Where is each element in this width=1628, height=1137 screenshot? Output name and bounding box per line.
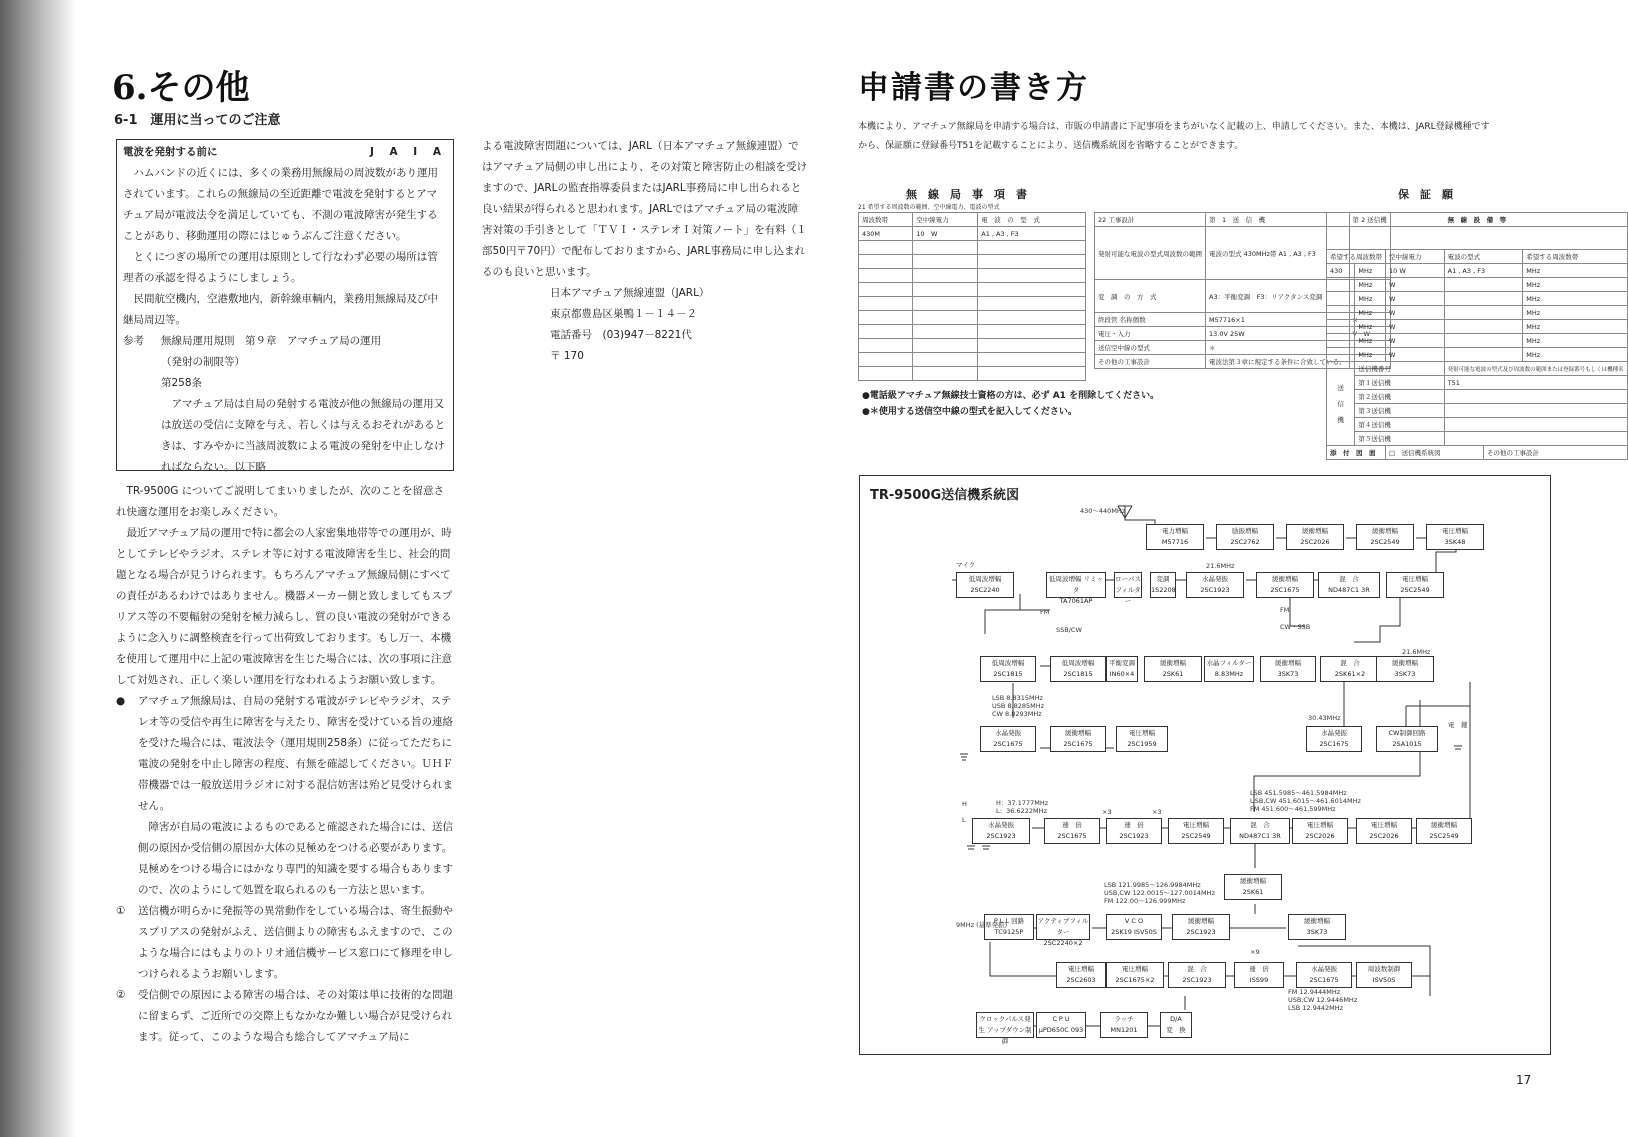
diagram-block [976, 1012, 1034, 1045]
form2-cell: 13.0V 25W [1206, 327, 1350, 341]
diagram-block [1356, 962, 1412, 988]
form3-col: 電波の型式 [1444, 250, 1523, 264]
diagram-block [1286, 524, 1344, 550]
block-function: 緩衝増幅 [1302, 527, 1328, 535]
block-function: 電圧増幅 [1122, 965, 1148, 973]
notice-paragraph: 民間航空機内，空港敷地内，新幹線車輌内，業務用無線局及び中継局周辺等。 [123, 293, 438, 326]
book-spine-shadow [0, 0, 76, 1137]
form2-cell: 変 調 の 方 式 [1095, 280, 1206, 313]
diagram-block [1106, 962, 1164, 988]
numbered-paragraph: 送信機が明らかに発振等の異常動作をしている場合は、寄生振動やスプリアスの発射がふえ、送信側よりの障害もふえますので、このような場合にはもよりのトリオ通信機サービス窓口にて修理を申しつけられるようお願いします。 [138, 905, 453, 980]
diagram-block [1106, 818, 1162, 844]
diagram-label: ×3 [1102, 808, 1112, 816]
form3-col: 希望する周波数帯 [1523, 250, 1627, 264]
block-part: TA7061AP [1059, 597, 1093, 605]
address-line: 〒 170 [550, 350, 584, 362]
block-part: 2SK61×2 [1334, 670, 1366, 678]
diagram-label: H [962, 800, 967, 808]
block-part: 2SC2240 [970, 586, 1000, 594]
diagram-block [1114, 572, 1142, 605]
block-part: 2SC1675 [1063, 740, 1093, 748]
block-function: 電圧増幅 [1371, 821, 1397, 829]
section-subtitle: 6-1 運用に当ってのご注意 [114, 113, 281, 128]
diagram-label: FM [1280, 606, 1290, 614]
block-function: 混 合 [1250, 821, 1270, 829]
body-paragraph: 最近アマチュア局の運用で特に都会の人家密集地帯等での運用が、時としてテレビやラジオ、ステレオ等に対する電波障害を生じ、社会的問題となる場合が見うけられます。もちろんアマチュア無線局側にすべての責任があるわけではありません。機器メーカー側と致しましてもスプリアス等の不要輻射の発射を極力減らし、質の良い電波の発射ができるように念入りに調整検査を行って出荷致しております。もし万一、本機を使用して運用中に上記の電波障害を生じた場合には、次の事項に注意して対処され、正しく楽しい運用を行なわれるようお願い致します。 [116, 527, 453, 686]
block-part: 2SC2026 [1369, 832, 1399, 840]
block-part: 2SC2026 [1305, 832, 1335, 840]
diagram-block [1376, 726, 1438, 752]
block-part: 2SC2240×2 [1043, 939, 1083, 947]
mic-label: マイク [956, 561, 976, 569]
form2-header: 22 工事設計 [1095, 213, 1206, 227]
diagram-block [1256, 572, 1314, 598]
diagram-block [1260, 656, 1316, 682]
diagram-block [1116, 726, 1168, 752]
form2-cell: × [1349, 313, 1390, 327]
numbered-paragraph: 受信側での原因による障害の場合は、その対策は単に技術的な問題に留まらず、ご近所での交際上もなかなか難しい場合が見受けられます。従って、このような場合も総合してアマチュア局に [138, 989, 453, 1043]
diagram-block [1296, 962, 1352, 988]
block-part: 8.83MHz [1214, 670, 1244, 678]
diagram-label: LSB 8.8315MHz [992, 694, 1043, 702]
left-body [116, 481, 454, 1048]
block-function: 電圧増幅 [1068, 965, 1094, 973]
block-function: 周波数制御 [1367, 965, 1401, 973]
block-function: 緩衝増幅 [1160, 659, 1186, 667]
diagram-label: FM 122.00～126.999MHz [1104, 897, 1186, 905]
block-part: ND487C1 3R [1328, 586, 1370, 594]
address-line: 東京都豊島区巣鴨１－１４－２ [550, 308, 697, 320]
block-part: 2SC1923 [1200, 586, 1230, 594]
form3-tx-label: 送信機番号 [1355, 362, 1444, 376]
block-part: 2SC1815 [1063, 670, 1093, 678]
form2-header: 第 2 送信機 [1349, 213, 1390, 227]
block-part: 2SC2603 [1066, 976, 1096, 984]
reference-line: 無線局運用規則 第９章 アマチュア局の運用 [161, 335, 382, 347]
item-number: ① [116, 905, 126, 917]
block-function: 水晶発振 [1321, 729, 1347, 737]
block-part: 2SC1815 [993, 670, 1023, 678]
block-part: 2SK61 [1162, 670, 1184, 678]
diagram-block [1426, 524, 1484, 550]
diagram-block [1144, 656, 1202, 682]
diagram-block [1216, 524, 1274, 550]
block-function: 緩衝増幅 [1240, 877, 1266, 885]
form1-header: 電 波 の 型 式 [978, 213, 1086, 227]
diagram-label: ×3 [1152, 808, 1162, 816]
diagram-block [980, 656, 1036, 682]
diagram-block [1168, 818, 1224, 844]
diagram-block [1050, 656, 1106, 682]
diagram-label: 9MHz (基準発振) [956, 921, 1008, 929]
form1-cell: 430M [859, 227, 913, 241]
diagram-label: L：36.6222MHz [996, 807, 1047, 815]
reference-quote: アマチュア局は自局の発射する電波が他の無線局の運用又は放送の受信に支障を与え、若しくは与えるおそれがあるときは、すみやかに当該周波数による電波の発射を中止しなければならない。以下略 [161, 398, 446, 473]
block-part: 1S2208 [1151, 586, 1176, 594]
diagram-block [1356, 524, 1414, 550]
diagram-label: ×9 [1250, 948, 1260, 956]
diagram-block [1204, 656, 1254, 682]
form2-cell: A3：平衡変調 F3：リアクタンス変調 [1206, 280, 1350, 313]
diagram-block [1036, 914, 1090, 947]
diagram-label: 21.6MHz [1206, 562, 1235, 570]
form2-header: 第 1 送 信 機 [1206, 213, 1350, 227]
diagram-label: LSB 451.5985～461.5984MHz [1250, 789, 1347, 797]
form1-cell: A1 , A3 , F3 [978, 227, 1086, 241]
block-function: 緩衝増幅 [1188, 917, 1214, 925]
address-line: 日本アマチュア無線連盟（JARL） [550, 287, 710, 299]
form3-cell: MHz [1355, 264, 1386, 278]
block-function: 低周波増幅 [991, 659, 1025, 667]
block-part: 2SK19 ISV50S [1111, 928, 1157, 936]
diagram-block [1160, 1012, 1192, 1038]
diagram-label: USB,CW 451.6015～461.6014MHz [1250, 797, 1361, 805]
body-paragraph: TR-9500G についてご説明してまいりましたが、次のことを留意され快適な運用をお楽しみください。 [116, 485, 445, 518]
block-function: V C O [1124, 917, 1144, 925]
form2-cell: その他の工事設計 [1095, 355, 1206, 369]
diagram-block [1292, 818, 1348, 844]
diagram-label: LSB 121.9985～126.9984MHz [1104, 881, 1201, 889]
page-title: 6.その他 [112, 68, 250, 108]
form-note: ●電話級アマチュア無線技士資格の方は、必ず A1 を削除してください。 [862, 391, 1160, 401]
block-part: 2SC1675 [1057, 832, 1087, 840]
diagram-label: LSB 12.9442MHz [1288, 1004, 1344, 1012]
block-function: 緩衝増幅 [1065, 729, 1091, 737]
diagram-block [1044, 818, 1100, 844]
block-part: 2SC1923 [986, 832, 1016, 840]
antenna-label: 430～440MHz [1080, 507, 1126, 515]
block-function: アクティブフィルター [1037, 917, 1089, 936]
diagram-block [1230, 818, 1290, 844]
form1-header: 周波数帯 [859, 213, 913, 227]
block-function: 混 合 [1339, 575, 1359, 583]
block-function: 混 合 [1187, 965, 1207, 973]
block-part: 2SC1923 [1182, 976, 1212, 984]
block-part: ISV50S [1372, 976, 1396, 984]
right-page-title: 申請書の書き方 [858, 70, 1089, 106]
block-function: 平衡変調 [1109, 659, 1135, 667]
block-part: ND487C1 3R [1239, 832, 1281, 840]
block-function: 励振増幅 [1232, 527, 1258, 535]
block-function: 低周波増幅 [1061, 659, 1095, 667]
block-part: 変 換 [1166, 1026, 1186, 1034]
block-function: 水晶発振 [1311, 965, 1337, 973]
form-note: ●＊使用する送信空中線の型式を記入してください。 [862, 407, 1077, 417]
block-function: ラッチ [1114, 1015, 1134, 1023]
middle-column [482, 136, 808, 367]
item-number: ② [116, 989, 126, 1001]
block-part: 2SC1675 [1309, 976, 1339, 984]
reference-label: 参考 [123, 335, 144, 347]
block-function: 緩衝増幅 [1304, 917, 1330, 925]
notice-heading: 電波を発射する前に [123, 146, 218, 158]
reference-line: （発射の制限等） [161, 356, 245, 368]
form1-table [858, 212, 1086, 381]
block-function: 水晶発振 [1202, 575, 1228, 583]
form3-col: 希望する周波数帯 [1327, 250, 1386, 264]
form1-title: 無 線 局 事 項 書 [906, 188, 1027, 201]
form3-col: 空中線電力 [1386, 250, 1445, 264]
body-paragraph: 障害が自局の電波によるものであると確認された場合には、送信側の原因か受信側の原因か大体の見極めをつける必要があります。見極めをつける場合にはかなり専門的知識を要する場合もありますので、次のようにして処置を取られるのも一方法と思います。 [138, 821, 453, 896]
diagram-label: FM 12.9444MHz [1288, 988, 1341, 996]
block-part: μPD650C 093 [1038, 1026, 1084, 1034]
block-function: 電圧増幅 [1129, 729, 1155, 737]
diagram-label: FM [1040, 608, 1050, 616]
block-function: CW制御回路 [1388, 729, 1426, 737]
block-part: 2SK61 [1242, 888, 1264, 896]
block-function: 電圧増幅 [1183, 821, 1209, 829]
block-diagram [859, 475, 1551, 1055]
diagram-block [1320, 656, 1380, 682]
address-line: 電話番号 (03)947－8221代 [550, 329, 692, 341]
form3-side-label: 送 信 機 [1327, 362, 1355, 446]
notice-paragraph: ハムバンドの近くには、多くの業務用無線局の周波数があり運用されています。これらの無線局の至近距離で電波を発射するとアマチュア局が電波法令を満足していても、不測の電波障害が発生することがあり、移動運用の際にはじゅうぶんご注意ください。 [123, 167, 438, 242]
block-part: M57716 [1161, 538, 1189, 546]
diagram-block [1234, 962, 1284, 988]
diagram-block [1186, 572, 1244, 598]
diagram-title: TR-9500G送信機系統図 [870, 488, 1020, 503]
block-part: 2SC2549 [1181, 832, 1211, 840]
diagram-label: USB,CW 122.0015～127.0014MHz [1104, 889, 1215, 897]
block-part: 3SK73 [1394, 670, 1416, 678]
block-function: 緩衝増幅 [1372, 527, 1398, 535]
block-function: 逓 倍 [1062, 821, 1082, 829]
block-function: 緩衝増幅 [1431, 821, 1457, 829]
block-function: 電圧増幅 [1442, 527, 1468, 535]
block-function: D/A [1170, 1015, 1182, 1023]
application-intro: 本機により、アマチュア無線局を申請する場合は、市販の申請書に下記事項をまちがいなく記載の上、申請してください。また、本機は、JARL登録機種ですから、保証願に登録番号T51を記載することにより、送信機系統図を省略することができます。 [858, 122, 1490, 151]
bullet-paragraph: アマチュア無線局は、自局の発射する電波がテレビやラジオ、ステレオ等の受信や再生に障害を与えたり、障害を受けている旨の連絡を受けた場合には、電波法令（運用規則258条）に従ってただちに電波の発射を中止し障害の程度、有無を確認してください。ＵＨＦ帯機器では一般放送用ラジオに対する混信妨害は殆ど見受けられません。 [138, 695, 453, 812]
form1-caption: 21 希望する周波数の範囲、空中線電力、電波の型式 [858, 204, 1000, 211]
diagram-block [1306, 726, 1362, 752]
form3-cell: A1 , A3 , F3 [1444, 264, 1523, 278]
block-function: 水晶発振 [995, 729, 1021, 737]
diagram-block [1106, 914, 1162, 940]
block-part: 2SA1015 [1392, 740, 1422, 748]
block-function: 低周波増幅 リミッタ [1049, 575, 1103, 594]
diagram-label: USB,CW 12.9446MHz [1288, 996, 1358, 1004]
block-function: P L L 回路 [993, 917, 1025, 925]
notice-box [116, 139, 454, 471]
diagram-block [1224, 874, 1282, 900]
form2-cell: 終段管 名称個数 [1095, 313, 1206, 327]
form3-header: 無 線 設 備 等 [1327, 213, 1628, 227]
block-part: 2SC1675 [993, 740, 1023, 748]
diagram-block [1100, 1012, 1148, 1038]
notice-org: J A I A [369, 146, 447, 158]
diagram-block [980, 726, 1036, 752]
form1-header: 空中線電力 [913, 213, 978, 227]
form3-tx-note: 発射可能な電波の型式及び周波数の範囲または登録番号もしくは機種名 [1444, 362, 1627, 376]
diagram-block [956, 572, 1014, 598]
diagram-label: FM 451.600～461.599MHz [1250, 805, 1336, 813]
diagram-block [1416, 818, 1472, 844]
block-part: 2SC2549 [1429, 832, 1459, 840]
block-part: ISS99 [1249, 976, 1269, 984]
registration-number: T51 [1444, 376, 1627, 390]
form2-cell: M57716×1 [1206, 313, 1350, 327]
block-part: 3SK73 [1306, 928, 1328, 936]
middle-paragraph: よる電波障害問題については、JARL（日本アマチュア無線連盟）ではアマチュア局側の申し出により、その対策と障害防止の相談を受けますので、JARLの監査指導委員またはJARL事務局に申し出られると良い結果が得られると思われます。JARLではアマチュア局の電波障害対策の手引きとして「ＴＶＩ・ステレオＩ対策ノート」を有料（１部50円〒70円）で配布しておりますから、JARL事務局に申し込まれるのも良いと思います。 [482, 140, 808, 278]
form2-cell: 電波の型式 430MHz帯 A1 , A3 , F3 [1206, 227, 1350, 280]
block-part: 2SC2549 [1370, 538, 1400, 546]
form3-title: 保 証 願 [1398, 188, 1453, 201]
block-part: 2SC1675 [1319, 740, 1349, 748]
block-part: 2SC1923 [1186, 928, 1216, 936]
form3-cell: MHz [1523, 264, 1627, 278]
form2-cell: 電圧・入力 [1095, 327, 1206, 341]
block-part: 3SK73 [1277, 670, 1299, 678]
block-function: 緩衝増幅 [1392, 659, 1418, 667]
block-function: ローパスフィルター [1115, 575, 1141, 605]
block-function: 水晶発振 [988, 821, 1014, 829]
page-number: 17 [1516, 1073, 1532, 1087]
block-part: 2SC2549 [1400, 586, 1430, 594]
form2-cell: V W [1349, 327, 1390, 341]
diagram-label: H：37.1777MHz [996, 799, 1049, 807]
diagram-block [1146, 524, 1204, 550]
form3-table: 無 線 設 備 等 希望する周波数帯 空中線電力 電波の型式 希望する周波数帯 430 MHz 10 W A1 , A3 , F3 MHz MHz W MHz MHz W MHz MHz W MHz MHz W MHz MHz W MHz MHz W MHz 送 信 機 送信機番号 発射可能な電波の型式及び周波数の範囲または登録番号もしくは機種名 第１送信機 T51 第２送信機 第３送信機 第４送信機 第５送信機 添 付 図 面 □ 送信機系統図 その他の工事設計 [1326, 212, 1628, 460]
diagram-block [1056, 962, 1106, 988]
block-function: 緩衝増幅 [1275, 659, 1301, 667]
diagram-block [1050, 726, 1106, 752]
diagram-block [1356, 818, 1412, 844]
reference-line: 第258条 [161, 377, 203, 389]
block-part: 2SC2026 [1300, 538, 1330, 546]
block-function: 混 合 [1340, 659, 1360, 667]
block-function: C P U [1052, 1015, 1070, 1023]
diagram-block [1106, 656, 1138, 682]
diagram-label: USB 8.8285MHz [992, 702, 1045, 710]
diagram-label: SSB/CW [1056, 626, 1082, 634]
block-part: 2SC1923 [1119, 832, 1149, 840]
form2-cell: ＊ [1206, 341, 1350, 355]
notice-paragraph: とくにつぎの場所での運用は原則として行なわず必要の場所は管理者の承認を得るようにしましょう。 [123, 251, 438, 284]
bullet-mark: ● [116, 695, 126, 707]
block-function: 電力増幅 [1162, 527, 1188, 535]
diagram-block [1046, 572, 1106, 605]
block-part: 2SC1675 [1270, 586, 1300, 594]
block-part: 2SC1675×2 [1115, 976, 1155, 984]
form1-cell: 10 W [913, 227, 978, 241]
key-label: 電 鍵 [1448, 721, 1468, 729]
form2-cell: 送信空中線の型式 [1095, 341, 1206, 355]
diagram-block [1386, 572, 1444, 598]
form3-cell: 10 W [1386, 264, 1445, 278]
diagram-label: L [962, 816, 966, 824]
diagram-block [1288, 914, 1346, 940]
form3-cell: 430 [1327, 264, 1355, 278]
block-part: 2SC2762 [1230, 538, 1260, 546]
block-function: 電圧増幅 [1307, 821, 1333, 829]
block-function: 逓 倍 [1124, 821, 1144, 829]
form2-cell: 発射可能な電波の型式周波数の範囲 [1095, 227, 1206, 280]
diagram-block [1036, 1012, 1086, 1038]
block-part: 3SK48 [1444, 538, 1466, 546]
diagram-block [1150, 572, 1176, 598]
diagram-block [1172, 914, 1230, 940]
block-part: 2SC1959 [1127, 740, 1157, 748]
diagram-block [1318, 572, 1380, 598]
block-part: IN60×4 [1109, 670, 1135, 678]
diagram-label: 21.6MHz [1402, 648, 1431, 656]
block-function: 低周波増幅 [968, 575, 1002, 583]
diagram-block [972, 818, 1030, 844]
diagram-block [1376, 656, 1434, 682]
form3-attach-option: その他の工事設計 [1483, 446, 1627, 460]
block-part: TC9125P [994, 928, 1024, 936]
block-part: MN1201 [1110, 1026, 1138, 1034]
block-function: 水晶フィルター [1206, 659, 1252, 667]
block-function: 電圧増幅 [1402, 575, 1428, 583]
block-function: クロックパルス発生 アップダウン制御 [978, 1015, 1032, 1045]
form3-attach-option: □ 送信機系統図 [1386, 446, 1484, 460]
block-function: 変調 [1156, 575, 1170, 583]
diagram-label: 30.43MHz [1308, 714, 1341, 722]
block-function: 逓 倍 [1249, 965, 1269, 973]
diagram-label: CW・SSB [1280, 623, 1311, 631]
form2-cell: 電波法第３章に規定する条件に合致している。 [1206, 355, 1350, 369]
diagram-block [1168, 962, 1226, 988]
block-function: 緩衝増幅 [1272, 575, 1298, 583]
diagram-label: CW 8.8293MHz [992, 710, 1042, 718]
form3-attach-label: 添 付 図 面 [1327, 446, 1386, 460]
